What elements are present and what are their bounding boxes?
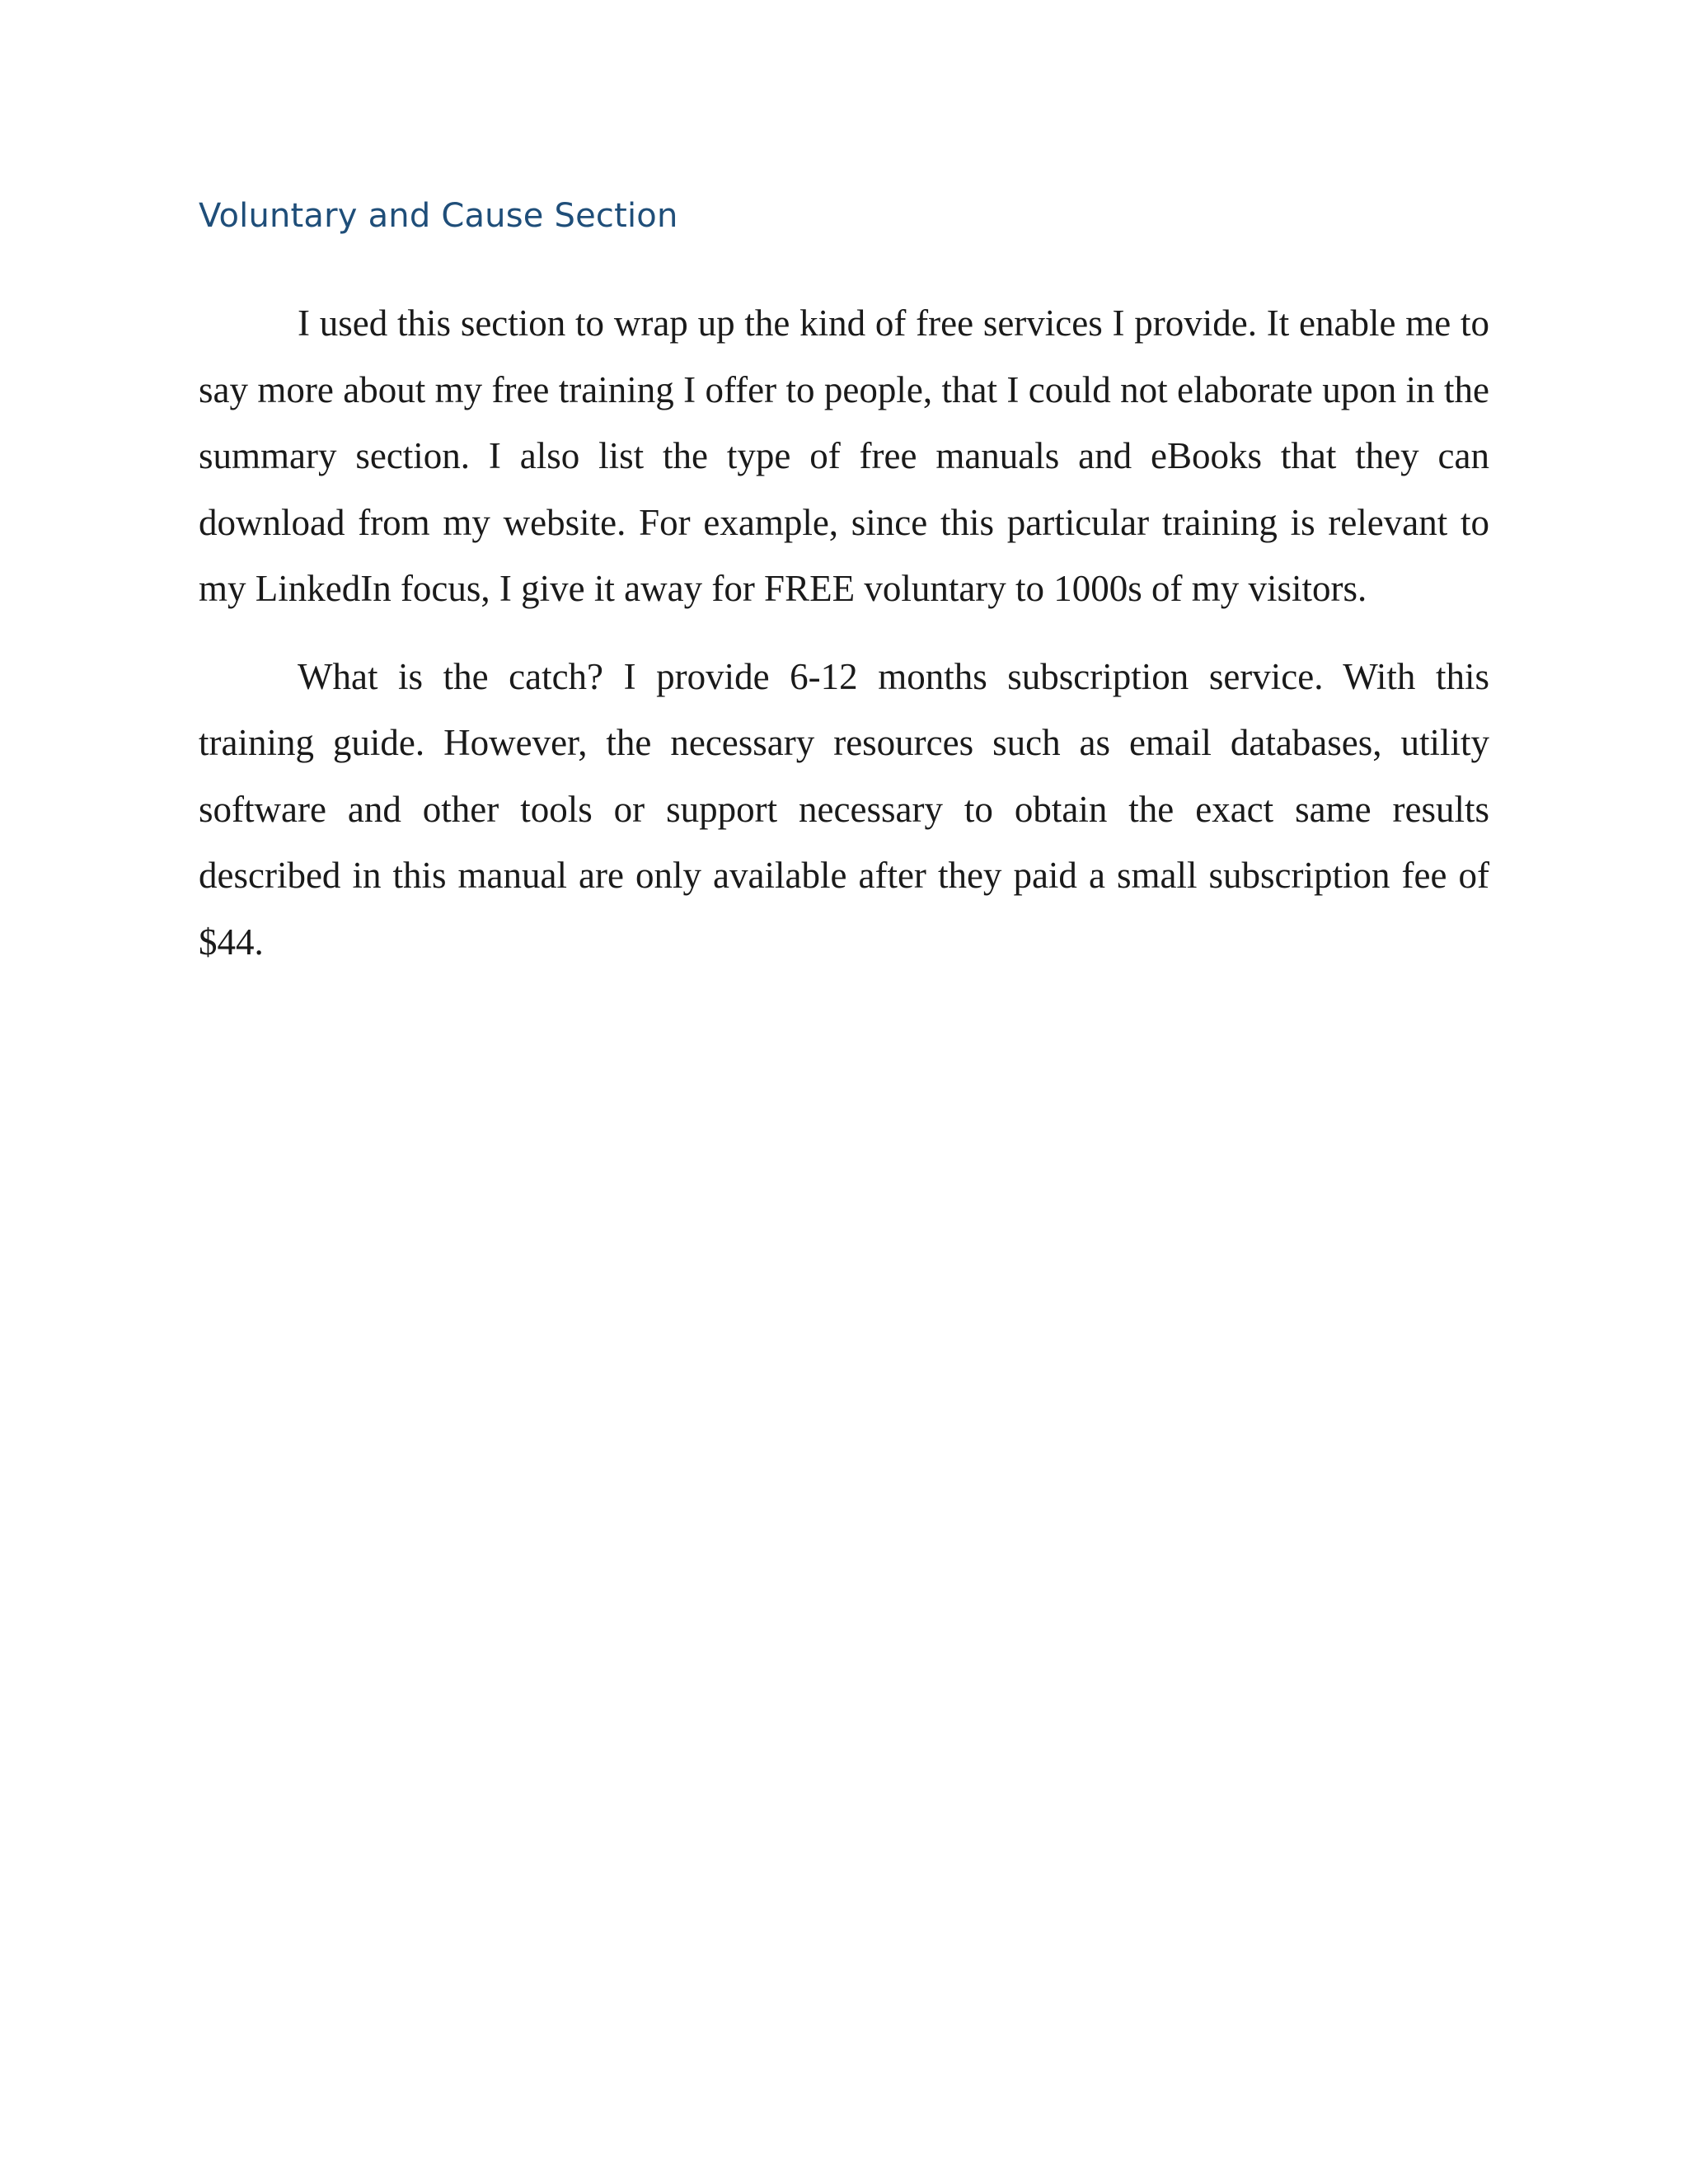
paragraph-free-services: I used this section to wrap up the kind of free services I provide. It enable me to say more about my free training I offer to people, that I could not elaborate upon in the summary section. I also list the type of free manuals and eBooks that they can download from my website. For example, since this particular training is relevant to my LinkedIn focus, I give it away for FREE voluntary to 1000s of my visitors. [199, 302, 1489, 609]
section-heading: Voluntary and Cause Section [199, 197, 678, 235]
paragraph-subscription: What is the catch? I provide 6-12 months subscription service. With this training guide. However, the necessary resources such as email databases, utility software and other tools or support necessary to obtain the exact same results described in this manual are only available after they paid a small subscription fee of $44. [199, 655, 1489, 963]
page-content [199, 191, 1489, 996]
section-body [199, 290, 1489, 975]
